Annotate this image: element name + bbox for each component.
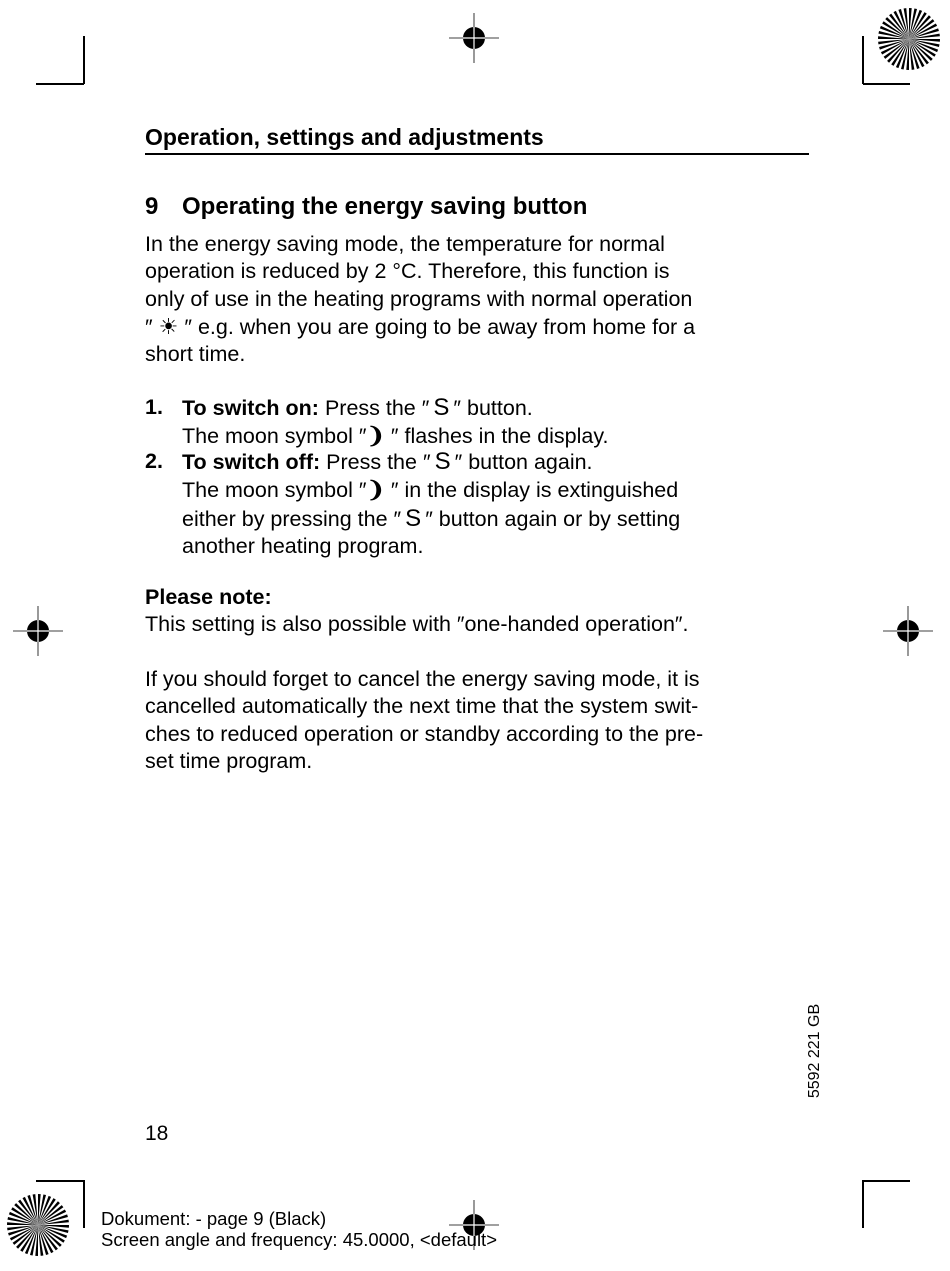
intro-line-text: e.g. when you are going to be away from home for a [197, 314, 696, 339]
print-info [101, 1208, 497, 1250]
step-lead: To switch off [182, 450, 313, 474]
page-number: 18 [145, 1122, 169, 1145]
step-lead: To switch on: [182, 396, 319, 420]
closing-line: cancelled automatically the next time that the system swit- [145, 694, 699, 719]
section-title: Operating the energy saving button [182, 193, 588, 220]
sun-icon: ☀ [158, 313, 179, 339]
closing-paragraph [145, 666, 805, 775]
moon-icon: ❩ [366, 477, 385, 503]
note-label: Please note: [145, 585, 272, 609]
s-button-icon: S [434, 448, 451, 475]
list-item: 1. To switch on: Press the ″ S ″ button. The moon symbol ″❩ ″ flashes in the display. [145, 394, 609, 449]
s-button-icon: S [433, 394, 450, 421]
page-heading: Operation, settings and adjustments [145, 124, 809, 155]
document-number: 5592 221 GB [806, 1003, 823, 1099]
print-info-line: Screen angle and frequency: 45.0000, <default> [101, 1229, 497, 1250]
closing-line: ches to reduced operation or standby according to the pre- [145, 721, 704, 746]
registration-mark-left-icon [13, 606, 63, 656]
crop-mark-bottom-right [862, 1180, 912, 1230]
print-info-line: Dokument: - page 9 (Black) [101, 1208, 327, 1229]
intro-paragraph [145, 231, 805, 368]
step-number: 2. [145, 449, 163, 473]
star-target-bottom-left-icon [6, 1193, 70, 1257]
closing-line: If you should forget to cancel the energy saving mode, it is [145, 667, 700, 691]
intro-line: ″ ☀ ″ e.g. when you are going to be away from home for a [145, 313, 696, 339]
section-heading [145, 193, 587, 221]
closing-line: set time program. [145, 748, 313, 773]
registration-mark-top-icon [449, 13, 499, 63]
s-button-icon: S [405, 504, 422, 532]
note-text: This setting is also possible with ″one-handed operation″. [145, 612, 689, 637]
intro-line: In the energy saving mode, the temperature for normal [145, 232, 665, 256]
intro-line: only of use in the heating programs with normal operation [145, 286, 693, 311]
intro-line: short time. [145, 342, 246, 367]
list-item: 2. To switch off: Press the ″ S ″ button again. The moon symbol ″❩ ″ in the display is extinguished either by pressing the ″ S ″ button again or by setting another heating program. [145, 448, 681, 558]
intro-line: operation is reduced by 2 °C. Therefore, this function is [145, 259, 670, 284]
section-number: 9 [145, 193, 159, 220]
step-number: 1. [145, 395, 163, 419]
crop-mark-top-left [36, 36, 86, 86]
note-block [145, 584, 805, 639]
registration-mark-right-icon [883, 606, 933, 656]
moon-icon: ❩ [366, 423, 385, 449]
star-target-top-right-icon [877, 7, 941, 71]
